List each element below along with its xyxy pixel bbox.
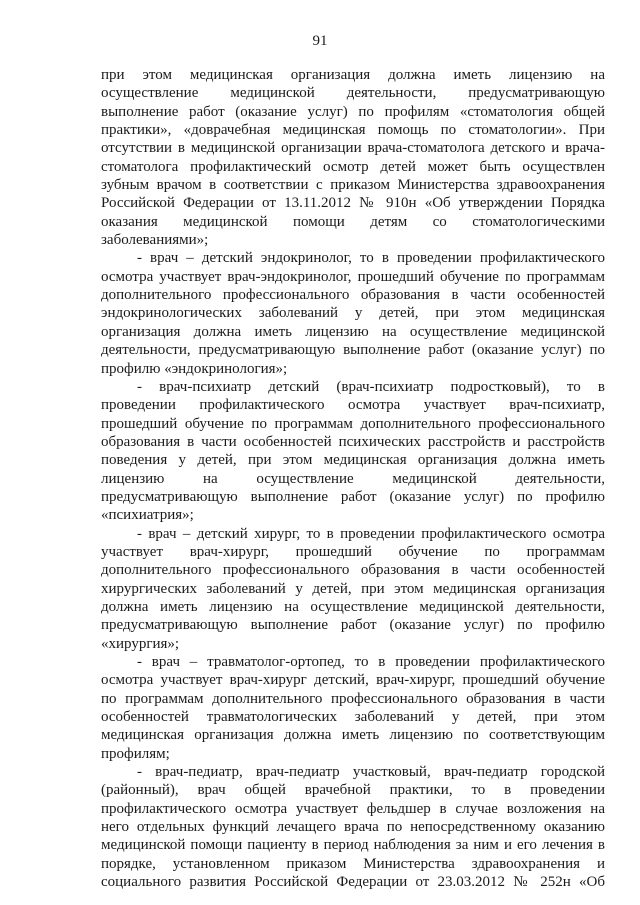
text-line: хирургических заболеваний у детей, при этом медицинская организация	[101, 580, 605, 597]
text-line: - врач-педиатр, врач-педиатр участковый, врач-педиатр городской	[137, 764, 605, 781]
text-line: прошедший обучение по программам дополнительного профессионального	[101, 415, 605, 432]
text-line: практики», «доврачебная медицинская помощь по стоматологии». При	[101, 122, 605, 139]
text-line: - врач-психиатр детский (врач-психиатр подростковый), то в	[137, 378, 605, 395]
text-line: медицинской помощи пациенту в период наблюдения за ним и его лечения в	[101, 837, 605, 854]
text-line: «хирургия»;	[101, 635, 180, 652]
text-line: по программам дополнительного профессионального образования в части	[101, 690, 605, 707]
text-line: дополнительного профессионального образования в части особенностей	[101, 287, 605, 304]
text-line: предусматривающую выполнение работ (оказание услуг) по профилю	[101, 617, 605, 634]
text-line: профилям;	[101, 745, 170, 762]
text-line: лицензию на осуществление медицинской деятельности,	[101, 470, 605, 487]
text-line: осмотра участвует врач-хирург детский, врач-хирург, прошедший обучение	[101, 672, 605, 689]
text-line: дополнительного профессионального образования в части особенностей	[101, 562, 605, 579]
text-line: осуществление медицинской деятельности, предусматривающую	[101, 85, 605, 102]
text-line: - врач – травматолог-ортопед, то в проведении профилактического	[137, 654, 605, 670]
text-line: профилактического осмотра участвует фельдшер в случае возложения на	[101, 800, 605, 817]
text-line: порядке, установленном приказом Министерства здравоохранения и	[101, 855, 605, 872]
text-line: должна иметь лицензию на осуществление медицинской деятельности,	[101, 598, 605, 615]
text-line: социального развития Российской Федерации от 23.03.2012 № 252н «Об	[101, 874, 605, 891]
page-number: 91	[312, 33, 328, 49]
text-line: заболеваниями»;	[101, 232, 209, 249]
text-line: «психиатрия»;	[101, 507, 194, 524]
text-line: зубным врачом в соответствии с приказом Министерства здравоохранения	[101, 177, 605, 194]
text-line: деятельности, предусматривающую выполнение работ (оказание услуг) по	[101, 342, 605, 359]
text-line: оказания медицинской помощи детям со стоматологическими	[101, 213, 605, 230]
text-line: - врач – детский эндокринолог, то в проведении профилактического	[137, 250, 605, 267]
text-line: участвует врач-хирург, прошедший обучение по программам	[101, 543, 605, 560]
text-line: медицинская организация должна иметь лицензию по соответствующим	[101, 727, 605, 744]
text-line: организация должна иметь лицензию на осуществление медицинской	[101, 323, 605, 340]
document-body	[101, 66, 605, 891]
text-line: выполнение работ (оказание услуг) по профилям «стоматология общей	[101, 103, 605, 120]
text-line: особенностей травматологических заболеваний у детей, при этом	[101, 709, 605, 726]
text-line: Российской Федерации от 13.11.2012 № 910н «Об утверждении Порядка	[101, 195, 605, 212]
text-line: предусматривающую выполнение работ (оказание услуг) по профилю	[101, 488, 605, 505]
text-line: поведения у детей, при этом медицинская организация должна иметь	[101, 452, 605, 469]
text-line: стоматолога профилактический осмотр детей может быть осуществлен	[101, 158, 605, 175]
text-line: отсутствии в медицинской организации врача-стоматолога детского и врача-	[101, 140, 605, 157]
text-line: (районный), врач общей врачебной практики, то в проведении	[101, 782, 605, 799]
text-line: проведении профилактического осмотра участвует врач-психиатр,	[101, 397, 605, 414]
text-line: осмотра участвует врач-эндокринолог, прошедший обучение по программам	[101, 268, 605, 285]
text-line: при этом медицинская организация должна иметь лицензию на	[101, 67, 605, 83]
text-line: эндокринологических заболеваний у детей, при этом медицинская	[101, 305, 605, 322]
text-line: профилю «эндокринология»;	[101, 360, 288, 377]
text-line: него отдельных функций лечащего врача по непосредственному оказанию	[101, 819, 605, 836]
text-line: образования в части особенностей психических расстройств и расстройств	[101, 433, 605, 450]
text-line: - врач – детский хирург, то в проведении профилактического осмотра	[137, 525, 605, 542]
